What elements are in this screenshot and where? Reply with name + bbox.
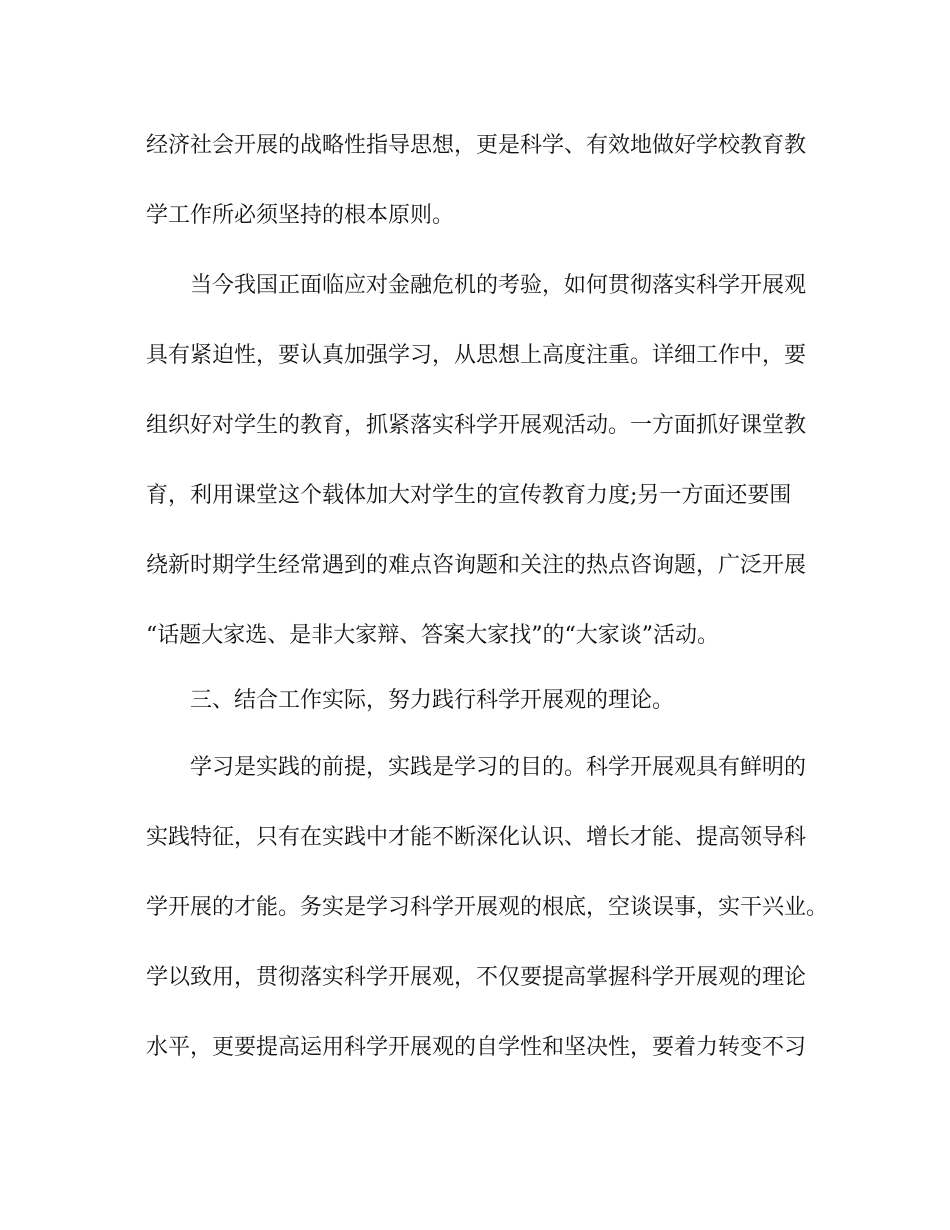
text-line-6: 育，利用课堂这个载体加大对学生的宣传教育力度;另一方面还要围 — [146, 483, 792, 508]
text-line-7: 绕新时期学生经常遇到的难点咨询题和关注的热点咨询题，广泛开展 — [146, 553, 807, 578]
text-line-3: 当今我国正面临应对金融危机的考验，如何贯彻落实科学开展观 — [190, 273, 807, 298]
section-heading: 三、结合工作实际，努力践行科学开展观的理论。 — [190, 688, 675, 713]
text-line-11: 实践特征，只有在实践中才能不断深化认识、增长才能、提高领导科 — [146, 825, 807, 850]
text-line-13: 学以致用，贯彻落实科学开展观，不仅要提高掌握科学开展观的理论 — [146, 965, 807, 990]
text-line-4: 具有紧迫性，要认真加强学习，从思想上高度注重。详细工作中，要 — [146, 343, 807, 368]
text-line-14: 水平，更要提高运用科学开展观的自学性和坚决性，要着力转变不习 — [146, 1035, 807, 1060]
text-line-2: 学工作所必须坚持的根本原则。 — [146, 203, 455, 228]
text-line-10: 学习是实践的前提，实践是学习的目的。科学开展观具有鲜明的 — [190, 755, 807, 780]
text-line-12: 学开展的才能。务实是学习科学开展观的根底，空谈误事，实干兴业。 — [146, 895, 829, 920]
text-line-1: 经济社会开展的战略性指导思想，更是科学、有效地做好学校教育教 — [146, 133, 807, 158]
text-line-5: 组织好对学生的教育，抓紧落实科学开展观活动。一方面抓好课堂教 — [146, 413, 807, 438]
text-line-8: “话题大家选、是非大家辩、答案大家找”的“大家谈”活动。 — [146, 623, 719, 648]
